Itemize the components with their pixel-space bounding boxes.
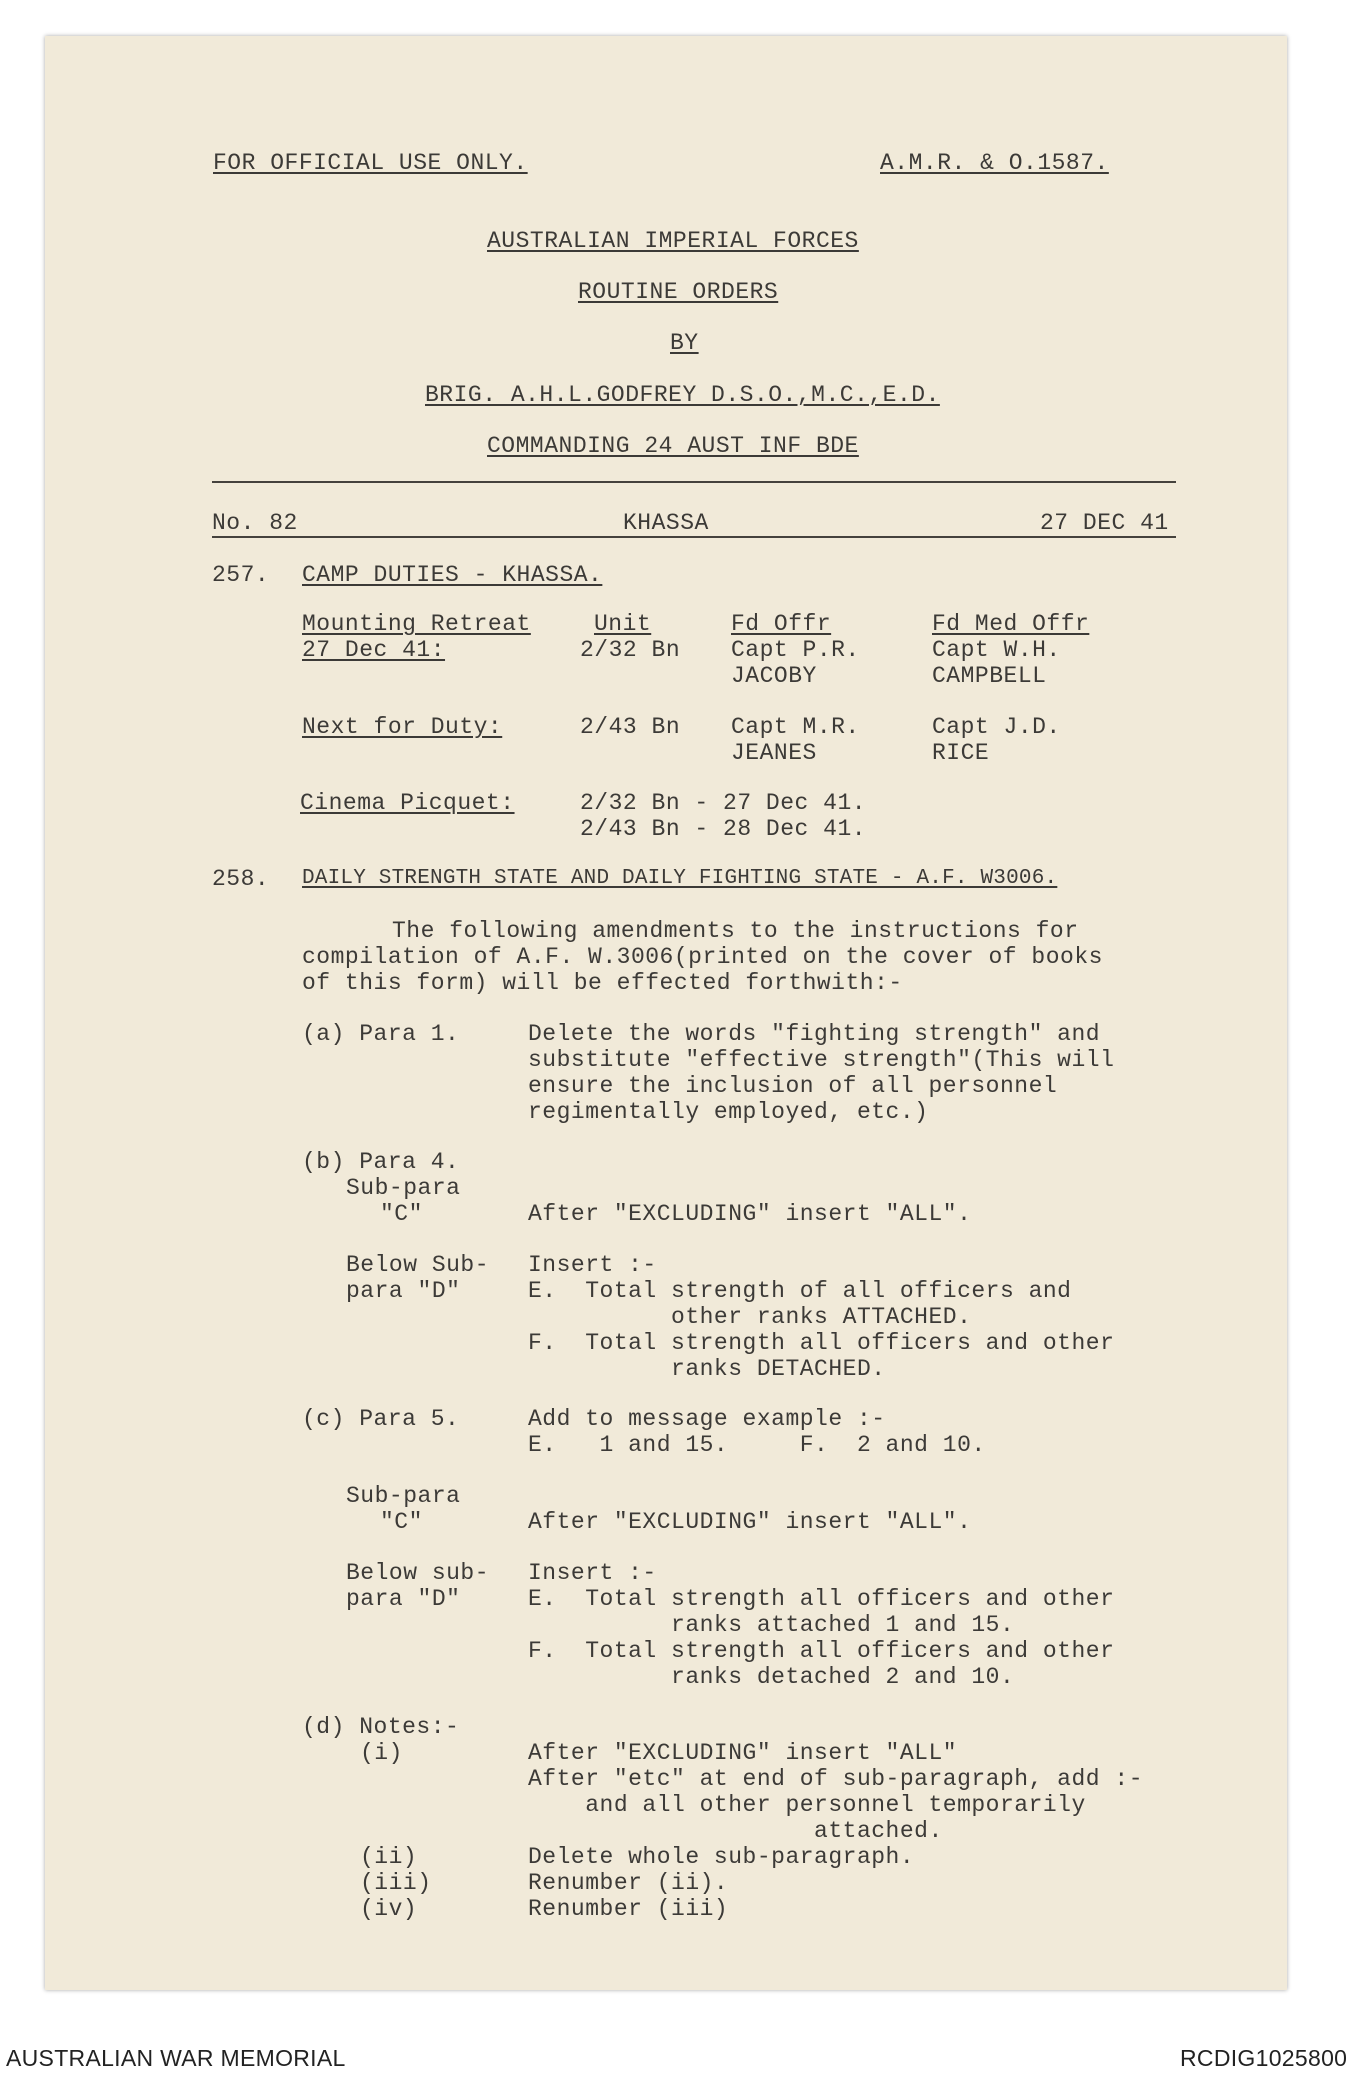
col-header-fd-med-offr: Fd Med Offr xyxy=(932,611,1090,637)
col-header-unit: Unit xyxy=(594,611,652,637)
cinema-label: Cinema Picquet: xyxy=(300,790,515,816)
row2-label: Next for Duty: xyxy=(302,714,503,740)
note-ii-label: (ii) xyxy=(360,1844,418,1870)
para-b-below-line-5: ranks DETACHED. xyxy=(528,1356,886,1382)
row1-offr-line2: JACOBY xyxy=(731,663,817,689)
title-commander: BRIG. A.H.L.GODFREY D.S.O.,M.C.,E.D. xyxy=(425,382,940,408)
row2-med-line1: Capt J.D. xyxy=(932,714,1061,740)
para-c-sub-label-1: Sub-para xyxy=(346,1483,461,1509)
row2-offr-line1: Capt M.R. xyxy=(731,714,860,740)
para-c-line-1: Add to message example :- xyxy=(528,1406,886,1432)
para-c-below-label-2: para "D" xyxy=(346,1586,461,1612)
para-c-below-line-5: ranks detached 2 and 10. xyxy=(528,1664,1015,1690)
para-c-below-line-1: Insert :- xyxy=(528,1560,657,1586)
cinema-line2: 2/43 Bn - 28 Dec 41. xyxy=(580,816,867,842)
para-a-line-1: Delete the words "fighting strength" and xyxy=(528,1021,1101,1047)
note-iv-text: Renumber (iii) xyxy=(528,1896,729,1922)
row1-med-line2: CAMPBELL xyxy=(932,663,1047,689)
header-rule xyxy=(212,481,1176,483)
title-by: BY xyxy=(670,330,699,356)
para-b-below-line-3: other ranks ATTACHED. xyxy=(528,1304,972,1330)
para-d-label: (d) Notes:- xyxy=(302,1714,460,1740)
para-a-label: (a) Para 1. xyxy=(302,1021,460,1047)
note-iv-label: (iv) xyxy=(360,1896,418,1922)
cinema-line1: 2/32 Bn - 27 Dec 41. xyxy=(580,790,867,816)
para-b-sub-text: After "EXCLUDING" insert "ALL". xyxy=(528,1201,972,1227)
note-iii-text: Renumber (ii). xyxy=(528,1870,729,1896)
para-a-line-3: ensure the inclusion of all personnel xyxy=(528,1073,1058,1099)
para-b-sub-label-1: Sub-para xyxy=(346,1175,461,1201)
col-header-fd-offr: Fd Offr xyxy=(731,611,832,637)
item-258-number: 258. xyxy=(212,866,270,892)
para-a-line-4: regimentally employed, etc.) xyxy=(528,1099,929,1125)
order-place: KHASSA xyxy=(623,510,709,536)
para-b-below-line-2: E. Total strength of all officers and xyxy=(528,1278,1072,1304)
title-command: COMMANDING 24 AUST INF BDE xyxy=(487,433,859,459)
note-i-line-1: After "EXCLUDING" insert "ALL" xyxy=(528,1740,958,1766)
order-number: No. 82 xyxy=(212,510,298,536)
para-c-line-2: E. 1 and 15. F. 2 and 10. xyxy=(528,1432,986,1458)
para-b-below-line-4: F. Total strength all officers and other xyxy=(528,1330,1115,1356)
para-c-sub-label-2: "C" xyxy=(380,1509,423,1535)
order-rule xyxy=(212,536,1176,538)
row2-offr-line2: JEANES xyxy=(731,740,817,766)
official-use-label: FOR OFFICIAL USE ONLY. xyxy=(213,150,528,176)
para-c-below-line-3: ranks attached 1 and 15. xyxy=(528,1612,1015,1638)
note-i-line-3: and all other personnel temporarily xyxy=(528,1792,1086,1818)
para-c-below-label-1: Below sub- xyxy=(346,1560,490,1586)
para-c-below-line-4: F. Total strength all officers and other xyxy=(528,1638,1115,1664)
para-b-below-line-1: Insert :- xyxy=(528,1252,657,1278)
note-i-label: (i) xyxy=(360,1740,403,1766)
item-257-number: 257. xyxy=(212,562,270,588)
para-b-sub-label-2: "C" xyxy=(380,1201,423,1227)
para-a-line-2: substitute "effective strength"(This will xyxy=(528,1047,1115,1073)
para-b-label: (b) Para 4. xyxy=(302,1149,460,1175)
row2-med-line2: RICE xyxy=(932,740,990,766)
row2-unit: 2/43 Bn xyxy=(580,714,681,740)
para-b-below-label-2: para "D" xyxy=(346,1278,461,1304)
footer-record-id: RCDIG1025800 xyxy=(1180,2045,1348,2071)
title-forces: AUSTRALIAN IMPERIAL FORCES xyxy=(487,228,859,254)
note-i-line-4: attached. xyxy=(528,1818,943,1844)
footer-source: AUSTRALIAN WAR MEMORIAL xyxy=(6,2045,346,2071)
note-i-line-2: After "etc" at end of sub-paragraph, add :- xyxy=(528,1766,1143,1792)
order-reference: A.M.R. & O.1587. xyxy=(880,150,1109,176)
intro-line-1: The following amendments to the instructions for xyxy=(392,918,1079,944)
document-page xyxy=(45,36,1287,1990)
para-c-below-line-2: E. Total strength all officers and other xyxy=(528,1586,1115,1612)
row1-label: 27 Dec 41: xyxy=(302,637,446,663)
item-257-title: CAMP DUTIES - KHASSA. xyxy=(302,562,603,588)
note-ii-text: Delete whole sub-paragraph. xyxy=(528,1844,915,1870)
title-routine-orders: ROUTINE ORDERS xyxy=(578,279,779,305)
para-c-sub-text: After "EXCLUDING" insert "ALL". xyxy=(528,1509,972,1535)
intro-line-2: compilation of A.F. W.3006(printed on the cover of books xyxy=(302,944,1103,970)
row1-unit: 2/32 Bn xyxy=(580,637,681,663)
para-b-below-label-1: Below Sub- xyxy=(346,1252,490,1278)
note-iii-label: (iii) xyxy=(360,1870,432,1896)
para-c-label: (c) Para 5. xyxy=(302,1406,460,1432)
order-date: 27 DEC 41 xyxy=(1040,510,1169,536)
intro-line-3: of this form) will be effected forthwith:- xyxy=(302,970,903,996)
row1-offr-line1: Capt P.R. xyxy=(731,637,860,663)
item-258-title: DAILY STRENGTH STATE AND DAILY FIGHTING STATE - A.F. W3006. xyxy=(302,867,1058,890)
row1-med-line1: Capt W.H. xyxy=(932,637,1061,663)
col-header-mounting: Mounting Retreat xyxy=(302,611,531,637)
